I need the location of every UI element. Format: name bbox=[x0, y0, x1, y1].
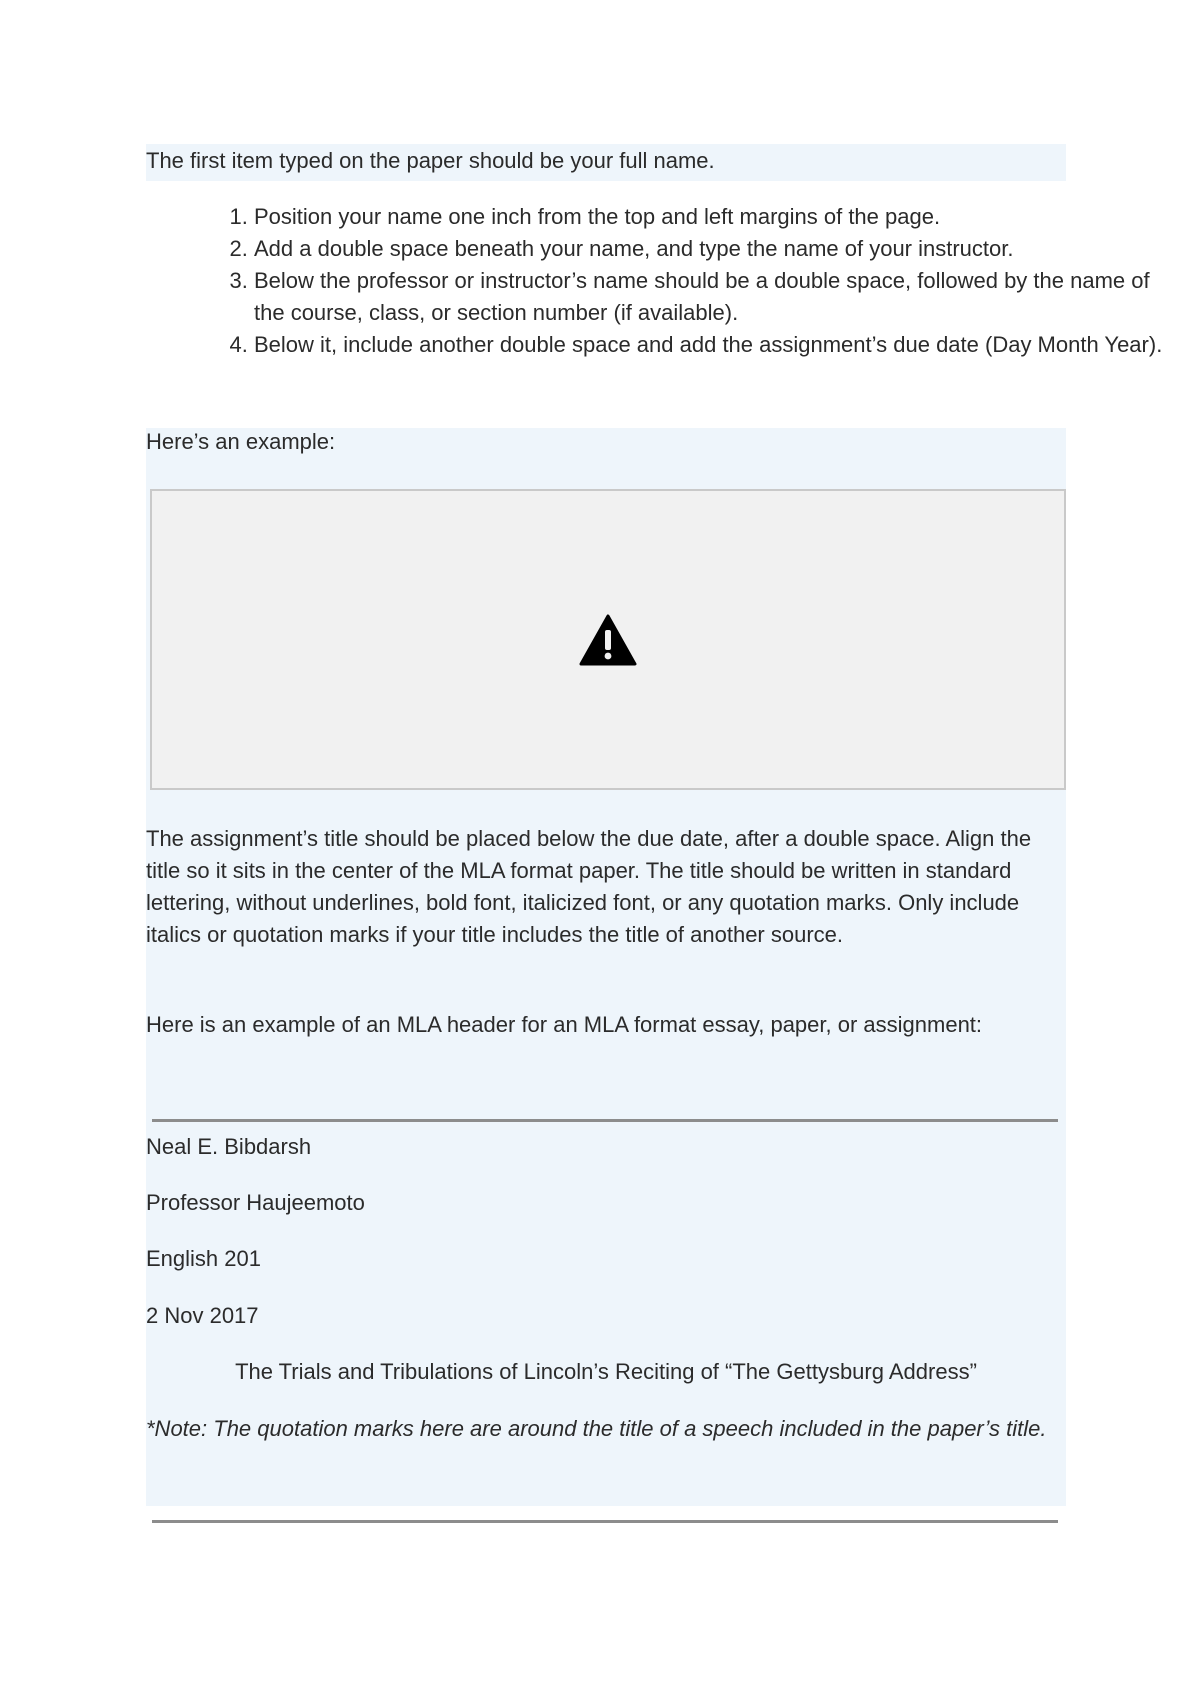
divider-top bbox=[152, 1119, 1058, 1122]
intro-text: The first item typed on the paper should be your full name. bbox=[146, 148, 715, 173]
warning-icon bbox=[579, 614, 637, 666]
divider-bottom bbox=[152, 1520, 1058, 1523]
step-item: 1. Position your name one inch from the top and left margins of the page. bbox=[254, 201, 1174, 233]
step-item: 2. Add a double space beneath your name, and type the name of your instructor. bbox=[254, 233, 1174, 265]
steps-list bbox=[146, 201, 1174, 361]
step-item: 4. Below it, include another double space and add the assignment’s due date (Day Month Year). bbox=[254, 329, 1174, 361]
header-name: Neal E. Bibdarsh bbox=[146, 1134, 312, 1159]
step-item: 3. Below the professor or instructor’s name should be a double space, followed by the name of the course, class, or section number (if available). bbox=[254, 265, 1174, 329]
broken-image-placeholder bbox=[150, 489, 1066, 790]
header-note: *Note: The quotation marks here are around the title of a speech included in the paper’s title. bbox=[146, 1416, 1047, 1441]
header-title: The Trials and Tribulations of Lincoln’s Reciting of “The Gettysburg Address” bbox=[235, 1359, 977, 1384]
title-paragraph: The assignment’s title should be placed below the due date, after a double space. Align the title so it sits in the center of the MLA format paper. The title should be written in standard lettering, without underlines, bold font, italicized font, or any quotation marks. Only include italics or quotation marks if your title includes the title of another source. bbox=[146, 826, 1032, 947]
header-date: 2 Nov 2017 bbox=[146, 1303, 259, 1328]
header-example-label: Here is an example of an MLA header for an MLA format essay, paper, or assignment: bbox=[146, 1012, 983, 1037]
header-course: English 201 bbox=[146, 1246, 261, 1271]
header-professor: Professor Haujeemoto bbox=[146, 1190, 365, 1215]
example-label: Here’s an example: bbox=[146, 429, 336, 454]
